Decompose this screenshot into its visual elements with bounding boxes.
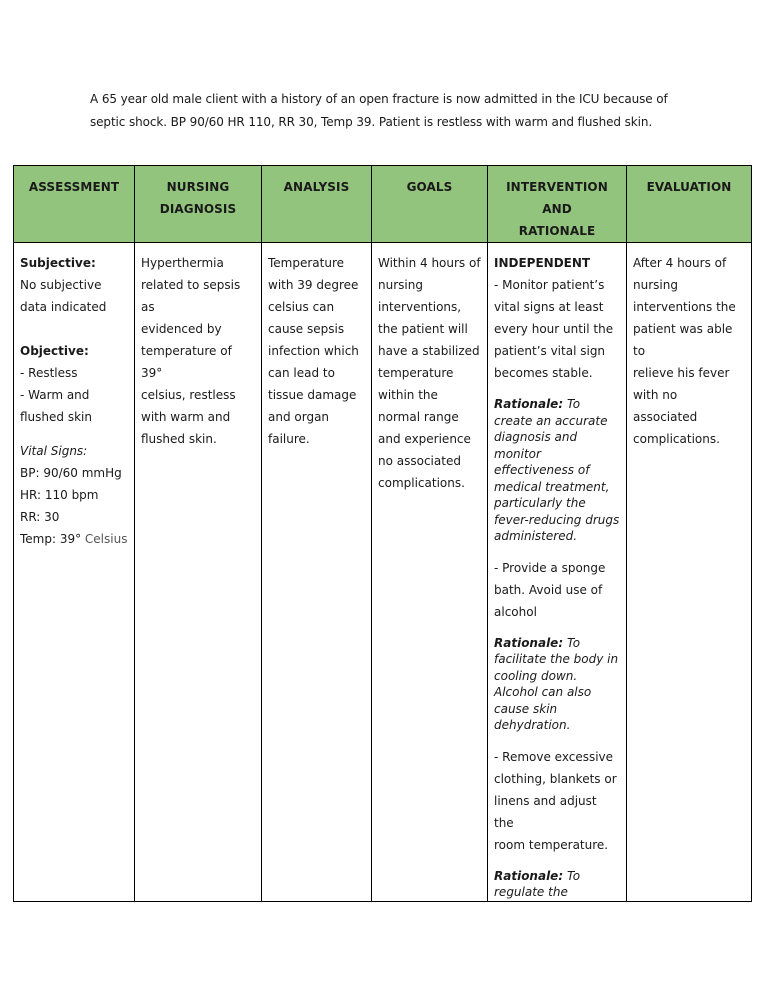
vital-bp: BP: 90/60 mmHg bbox=[20, 466, 122, 480]
intervention-line: room temperature. bbox=[494, 837, 609, 852]
subjective-text: data indicated bbox=[20, 300, 107, 314]
objective-text: flushed skin bbox=[20, 410, 92, 424]
evaluation-line: with no associated bbox=[633, 388, 698, 424]
intervention-line: - Monitor patient’s bbox=[494, 278, 605, 292]
diagnosis-line: Hyperthermia bbox=[141, 256, 224, 270]
goals-line: temperature bbox=[378, 366, 454, 380]
header-assessment: ASSESSMENT bbox=[14, 166, 135, 243]
nursing-care-plan-table bbox=[13, 165, 752, 902]
intervention-line: bath. Avoid use of bbox=[494, 582, 603, 597]
goals-line: and experience bbox=[378, 432, 471, 446]
diagnosis-line: evidenced by bbox=[141, 322, 222, 336]
evaluation-line: complications. bbox=[633, 432, 720, 446]
header-evaluation: EVALUATION bbox=[627, 166, 752, 243]
subjective-label: Subjective: bbox=[20, 256, 96, 270]
rationale-1: Rationale: To create an accurate diagnosis and monitor effectiveness of medical treatment, particularly the fever-reducing drugs administered. bbox=[494, 397, 620, 543]
vital-hr: HR: 110 bpm bbox=[20, 488, 99, 502]
case-description bbox=[90, 88, 690, 134]
analysis-line: Temperature bbox=[268, 256, 345, 270]
rationale-3: Rationale: To regulate the bbox=[494, 868, 581, 899]
header-nursing-diagnosis: NURSING DIAGNOSIS bbox=[135, 166, 262, 243]
goals-line: have a stabilized bbox=[378, 344, 480, 358]
goals-line: Within 4 hours of bbox=[378, 256, 481, 270]
analysis-line: failure. bbox=[268, 432, 310, 446]
analysis-line: with 39 degree bbox=[268, 278, 359, 292]
intervention-line: - Provide a sponge bbox=[494, 560, 606, 575]
diagnosis-line: flushed skin. bbox=[141, 432, 217, 446]
intervention-line: patient’s vital sign bbox=[494, 344, 606, 358]
header-row bbox=[14, 166, 752, 243]
header-intervention: INTERVENTION AND RATIONALE bbox=[488, 166, 627, 243]
case-line-2: septic shock. BP 90/60 HR 110, RR 30, Temp 39. Patient is restless with warm and flushed skin. bbox=[90, 115, 653, 129]
header-goals: GOALS bbox=[372, 166, 488, 243]
subjective-text: No subjective bbox=[20, 278, 102, 292]
goals-line: complications. bbox=[378, 476, 465, 490]
objective-text: - Restless bbox=[20, 366, 78, 380]
diagnosis-line: temperature of 39° bbox=[141, 344, 232, 380]
intervention-line: alcohol bbox=[494, 604, 537, 619]
intervention-line: becomes stable. bbox=[494, 366, 593, 380]
vital-signs-label: Vital Signs: bbox=[20, 444, 88, 458]
objective-text: - Warm and bbox=[20, 388, 90, 402]
goals-line: normal range bbox=[378, 410, 459, 424]
independent-label: INDEPENDENT bbox=[494, 256, 591, 270]
intervention-line: vital signs at least bbox=[494, 300, 604, 314]
vital-temp: Temp: 39° Celsius bbox=[20, 532, 128, 546]
goals-line: nursing bbox=[378, 278, 423, 292]
analysis-line: and organ bbox=[268, 410, 330, 424]
intervention-cell bbox=[488, 243, 627, 902]
analysis-cell bbox=[262, 243, 372, 902]
goals-line: no associated bbox=[378, 454, 461, 468]
analysis-line: infection which bbox=[268, 344, 359, 358]
evaluation-line: interventions the bbox=[633, 300, 736, 314]
goals-cell bbox=[372, 243, 488, 902]
diagnosis-cell bbox=[135, 243, 262, 902]
goals-line: the patient will bbox=[378, 322, 468, 336]
goals-line: within the bbox=[378, 388, 438, 402]
diagnosis-line: with warm and bbox=[141, 410, 231, 424]
intervention-line: clothing, blankets or bbox=[494, 771, 617, 786]
intervention-line: linens and adjust the bbox=[494, 793, 597, 830]
diagnosis-line: related to sepsis as bbox=[141, 278, 241, 314]
diagnosis-line: celsius, restless bbox=[141, 388, 236, 402]
analysis-line: cause sepsis bbox=[268, 322, 345, 336]
assessment-cell bbox=[14, 243, 135, 902]
case-line-1: A 65 year old male client with a history of an open fracture is now admitted in the ICU because of bbox=[90, 92, 668, 106]
evaluation-line: nursing bbox=[633, 278, 678, 292]
objective-label: Objective: bbox=[20, 344, 89, 358]
analysis-line: celsius can bbox=[268, 300, 335, 314]
intervention-line: - Remove excessive bbox=[494, 749, 614, 764]
evaluation-line: relieve his fever bbox=[633, 366, 730, 380]
analysis-line: can lead to bbox=[268, 366, 335, 380]
vital-rr: RR: 30 bbox=[20, 510, 60, 524]
evaluation-line: patient was able to bbox=[633, 322, 733, 358]
intervention-line: every hour until the bbox=[494, 322, 614, 336]
evaluation-cell bbox=[627, 243, 752, 902]
header-analysis: ANALYSIS bbox=[262, 166, 372, 243]
evaluation-line: After 4 hours of bbox=[633, 256, 727, 270]
content-row bbox=[14, 243, 752, 902]
goals-line: interventions, bbox=[378, 300, 462, 314]
rationale-2: Rationale: To facilitate the body in cooling down. Alcohol can also cause skin dehydration. bbox=[494, 635, 619, 732]
analysis-line: tissue damage bbox=[268, 388, 357, 402]
